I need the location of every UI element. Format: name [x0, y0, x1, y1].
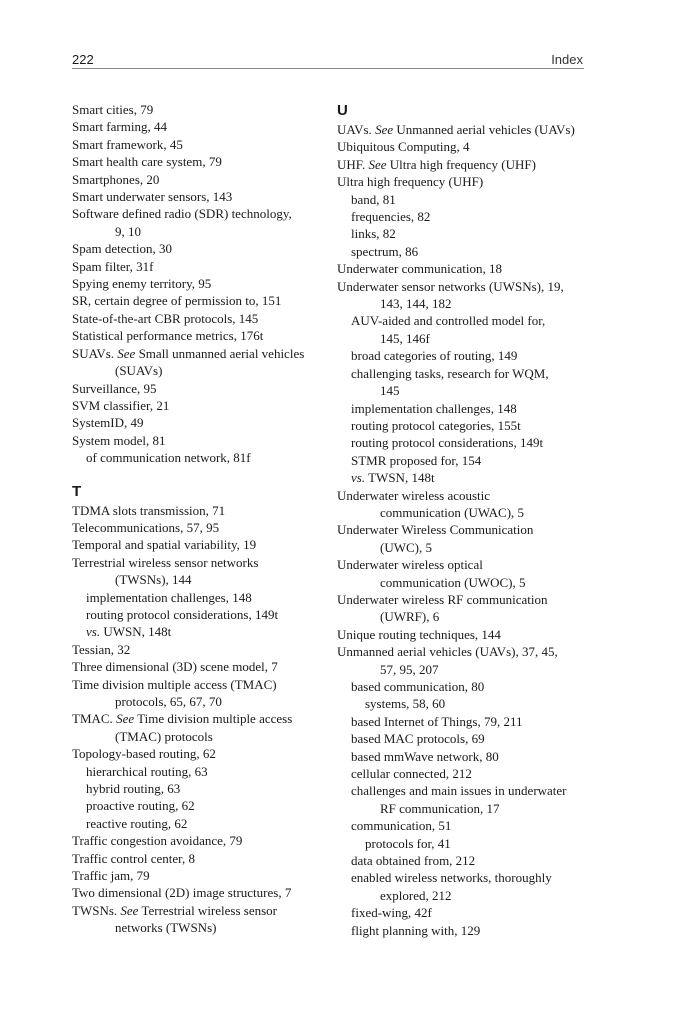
index-subentry: [337, 434, 589, 451]
index-subentry: [337, 225, 589, 242]
entry-line: proactive routing, 62: [86, 798, 195, 814]
entry-line: [72, 345, 324, 362]
index-entry: [72, 432, 324, 449]
entry-line: System model, 81: [72, 432, 166, 448]
index-entry: [337, 260, 589, 277]
entry-line: [337, 121, 589, 138]
entry-line: Statistical performance metrics, 176t: [72, 328, 264, 344]
entry-line: implementation challenges, 148: [351, 400, 517, 416]
entry-line: Ubiquitous Computing, 4: [337, 139, 470, 155]
index-subentry: [337, 400, 589, 417]
entry-line: Traffic congestion avoidance, 79: [72, 833, 243, 849]
entry-line: based communication, 80: [351, 679, 485, 694]
entry-continuation: explored, 212: [380, 887, 452, 903]
entry-line: routing protocol categories, 155t: [351, 417, 521, 433]
entry-line: Traffic control center, 8: [72, 850, 195, 866]
entry-line: [72, 623, 324, 640]
index-entry: [72, 745, 324, 762]
index-column-left: [72, 101, 324, 937]
entry-line: Underwater Wireless Communication: [337, 522, 534, 538]
see-reference-target: Time division multiple access: [137, 711, 293, 727]
index-entry: [337, 156, 589, 173]
entry-line: SR, certain degree of permission to, 151: [72, 293, 282, 309]
entry-continuation: networks (TWSNs): [115, 920, 217, 936]
index-entry: [72, 867, 324, 884]
versus-label: vs.: [351, 470, 366, 486]
index-entry: [72, 327, 324, 344]
index-entry: [72, 884, 324, 901]
entry-line: hybrid routing, 63: [86, 781, 181, 797]
index-entry: [72, 658, 324, 675]
entry-line: Temporal and spatial variability, 19: [72, 537, 257, 553]
entry-term: TMAC.: [72, 711, 113, 727]
index-entry: [72, 345, 324, 380]
index-subentry: [337, 904, 589, 921]
entry-line: Terrestrial wireless sensor networks: [72, 554, 259, 570]
index-entry: [72, 554, 324, 589]
index-entry: [72, 153, 324, 170]
entry-line: Underwater wireless optical: [337, 557, 483, 573]
entry-line: implementation challenges, 148: [86, 589, 252, 605]
index-subentry: [72, 589, 324, 606]
index-entry: [72, 188, 324, 205]
entry-line: Ultra high frequency (UHF): [337, 174, 484, 190]
entry-line: Software defined radio (SDR) technology,: [72, 206, 292, 222]
index-subentry: [72, 815, 324, 832]
entry-line: Unique routing techniques, 144: [337, 626, 501, 642]
index-subentry: [337, 312, 589, 347]
entry-continuation: RF communication, 17: [380, 800, 500, 816]
entry-line: reactive routing, 62: [86, 815, 188, 831]
entry-line: spectrum, 86: [351, 243, 419, 259]
index-entry: [72, 902, 324, 937]
index-entry: [72, 380, 324, 397]
see-reference-label: See: [375, 122, 394, 137]
entry-line: Three dimensional (3D) scene model, 7: [72, 659, 278, 675]
entry-continuation: 9, 10: [115, 223, 141, 239]
see-reference-label: See: [120, 902, 139, 918]
entry-line: broad categories of routing, 149: [351, 348, 518, 364]
see-reference-target: Small unmanned aerial vehicles: [138, 345, 305, 361]
entry-continuation: (SUAVs): [115, 363, 163, 379]
entry-line: Underwater wireless acoustic: [337, 487, 491, 503]
index-subentry: [72, 449, 324, 466]
index-entry: [72, 292, 324, 309]
index-subentry: [337, 713, 589, 730]
entry-line: data obtained from, 212: [351, 853, 476, 869]
index-entry: [72, 310, 324, 327]
entry-line: Underwater wireless RF communication: [337, 591, 548, 607]
entry-line: [337, 156, 589, 173]
index-subentry: [337, 678, 589, 695]
index-subentry: [72, 623, 324, 640]
index-subentry: [337, 347, 589, 364]
entry-line: challenges and main issues in underwater: [351, 783, 567, 799]
index-subentry: [337, 817, 589, 834]
index-subentry: [337, 452, 589, 469]
entry-line: Telecommunications, 57, 95: [72, 519, 220, 535]
index-subentry: [337, 922, 589, 939]
entry-line: Smart health care system, 79: [72, 154, 222, 170]
index-entry: [72, 850, 324, 867]
entry-line: enabled wireless networks, thoroughly: [351, 870, 552, 886]
entry-line: challenging tasks, research for WQM,: [351, 365, 549, 381]
entry-line: STMR proposed for, 154: [351, 452, 482, 468]
index-subentry: [337, 835, 589, 852]
entry-line: Smart underwater sensors, 143: [72, 189, 233, 205]
index-subentry: [337, 869, 589, 904]
index-entry: [72, 676, 324, 711]
entry-term: UHF.: [337, 156, 366, 172]
index-subentry: [72, 606, 324, 623]
entry-line: Spam filter, 31f: [72, 258, 154, 274]
entry-line: Traffic jam, 79: [72, 868, 150, 884]
entry-term: TWSN, 148t: [368, 470, 435, 486]
entry-continuation: (TMAC) protocols: [115, 728, 213, 744]
entry-line: protocols for, 41: [365, 835, 451, 851]
index-letter-heading: U: [337, 102, 348, 119]
see-reference-label: See: [117, 345, 136, 361]
entry-continuation: communication (UWAC), 5: [380, 504, 525, 520]
index-entry: [337, 643, 589, 678]
index-subentry: [337, 695, 589, 712]
entry-line: Smart cities, 79: [72, 102, 154, 117]
index-entry: [337, 121, 589, 138]
entry-term: UAVs.: [337, 122, 372, 137]
entry-line: hierarchical routing, 63: [86, 763, 208, 779]
entry-line: SVM classifier, 21: [72, 397, 170, 413]
entry-line: Unmanned aerial vehicles (UAVs), 37, 45,: [337, 644, 558, 660]
entry-line: based MAC protocols, 69: [351, 731, 485, 747]
index-column-right: [337, 101, 589, 939]
index-entry: [72, 641, 324, 658]
entry-line: Tessian, 32: [72, 641, 131, 657]
index-entry: [337, 521, 589, 556]
entry-line: Smartphones, 20: [72, 171, 160, 187]
entry-continuation: (UWC), 5: [380, 539, 432, 555]
index-subentry: [337, 417, 589, 434]
entry-line: cellular connected, 212: [351, 766, 472, 782]
entry-line: based mmWave network, 80: [351, 748, 499, 764]
entry-term: UWSN, 148t: [103, 624, 172, 640]
index-subentry: [337, 243, 589, 260]
index-entry: [72, 240, 324, 257]
entry-line: Underwater communication, 18: [337, 261, 502, 277]
entry-line: Topology-based routing, 62: [72, 746, 216, 762]
index-entry: [72, 397, 324, 414]
index-entry: [337, 626, 589, 643]
entry-line: routing protocol considerations, 149t: [86, 606, 279, 622]
see-reference-target: Terrestrial wireless sensor: [141, 902, 277, 918]
entry-line: of communication network, 81f: [86, 450, 251, 466]
index-subentry: [337, 852, 589, 869]
header-rule: [72, 68, 584, 69]
entry-line: Smart framework, 45: [72, 136, 183, 152]
entry-term: TWSNs.: [72, 902, 118, 918]
index-entry: [72, 118, 324, 135]
index-subentry: [337, 469, 589, 486]
index-subentry: [337, 365, 589, 400]
entry-line: Surveillance, 95: [72, 380, 157, 396]
index-entry: [337, 278, 589, 313]
index-letter-heading: T: [72, 482, 82, 500]
entry-continuation: 57, 95, 207: [380, 661, 439, 677]
entry-line: fixed-wing, 42f: [351, 905, 432, 921]
index-subentry: [72, 763, 324, 780]
index-subentry: [337, 208, 589, 225]
running-head: Index: [551, 52, 583, 67]
see-reference-target: Unmanned aerial vehicles (UAVs): [396, 122, 575, 137]
see-reference-target: Ultra high frequency (UHF): [389, 156, 536, 172]
index-subentry: [337, 730, 589, 747]
entry-line: Time division multiple access (TMAC): [72, 676, 277, 692]
entry-line: SystemID, 49: [72, 415, 144, 431]
see-reference-label: See: [368, 156, 387, 172]
page-number: 222: [72, 52, 94, 67]
entry-line: TDMA slots transmission, 71: [72, 502, 226, 518]
index-entry: [72, 502, 324, 519]
entry-line: [72, 710, 324, 727]
entry-line: band, 81: [351, 191, 396, 207]
entry-continuation: (TWSNs), 144: [115, 572, 192, 588]
index-entry: [72, 275, 324, 292]
index-entry: [72, 205, 324, 240]
index-entry: [72, 536, 324, 553]
entry-line: [72, 902, 324, 919]
entry-continuation: protocols, 65, 67, 70: [115, 694, 222, 709]
entry-line: based Internet of Things, 79, 211: [351, 713, 523, 729]
entry-line: Underwater sensor networks (UWSNs), 19,: [337, 278, 564, 294]
index-entry: [337, 173, 589, 190]
entry-continuation: 145, 146f: [380, 330, 430, 346]
entry-line: frequencies, 82: [351, 209, 431, 225]
entry-line: links, 82: [351, 226, 396, 242]
entry-continuation: communication (UWOC), 5: [380, 574, 526, 590]
entry-term: SUAVs.: [72, 345, 115, 361]
entry-line: AUV-aided and controlled model for,: [351, 313, 546, 329]
entry-line: systems, 58, 60: [365, 696, 446, 712]
index-subentry: [337, 191, 589, 208]
index-entry: [72, 414, 324, 431]
index-entry: [72, 101, 324, 118]
index-entry: [72, 519, 324, 536]
index-subentry: [337, 765, 589, 782]
entry-line: Two dimensional (2D) image structures, 7: [72, 885, 292, 901]
entry-line: communication, 51: [351, 818, 452, 834]
index-entry: [337, 591, 589, 626]
versus-label: vs.: [86, 624, 101, 640]
index-subentry: [337, 782, 589, 817]
index-subentry: [72, 797, 324, 814]
entry-line: Smart farming, 44: [72, 119, 167, 135]
index-entry: [337, 556, 589, 591]
entry-continuation: 143, 144, 182: [380, 296, 452, 312]
see-reference-label: See: [116, 711, 135, 727]
entry-line: Spam detection, 30: [72, 241, 173, 257]
entry-line: [337, 469, 589, 486]
index-entry: [72, 258, 324, 275]
entry-continuation: (UWRF), 6: [380, 609, 440, 625]
index-entry: [72, 710, 324, 745]
entry-line: routing protocol considerations, 149t: [351, 435, 544, 451]
entry-line: State-of-the-art CBR protocols, 145: [72, 310, 259, 326]
index-entry: [72, 136, 324, 153]
entry-line: flight planning with, 129: [351, 922, 481, 938]
index-entry: [337, 138, 589, 155]
index-subentry: [337, 748, 589, 765]
index-entry: [72, 832, 324, 849]
entry-line: Spying enemy territory, 95: [72, 276, 212, 292]
index-entry: [72, 171, 324, 188]
index-entry: [337, 487, 589, 522]
index-subentry: [72, 780, 324, 797]
entry-continuation: 145: [380, 383, 400, 399]
